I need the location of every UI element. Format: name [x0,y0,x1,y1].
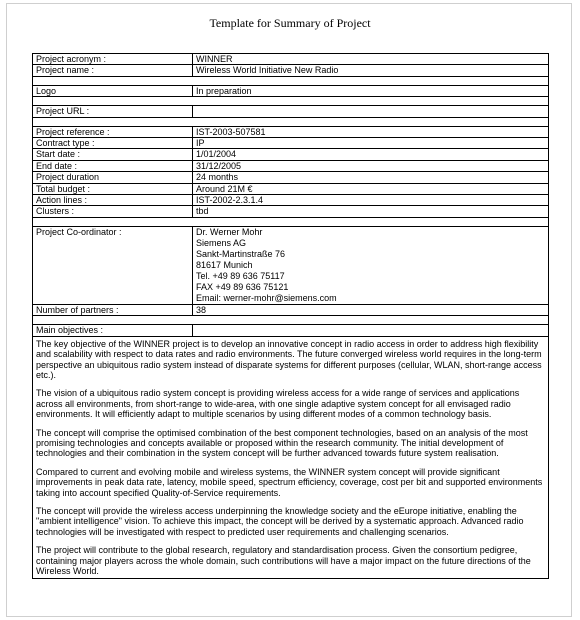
contract-type-label: Contract type : [33,138,193,149]
logo-value: In preparation [193,85,549,96]
coordinator-city: 81617 Munich [196,259,253,270]
objectives-paragraph: Compared to current and evolving mobile and wireless systems, the WINNER system concept will provide significant improvements in peak data rate, latency, mobile speed, spectrum efficiency, coverage, cost per bit and supported environments taking into account specified Quality-of-Service requirements. [36,466,543,498]
objectives-paragraph: The project will contribute to the global research, regulatory and standardisation process. Given the consortium pedigree, containing major players across the whole domain, such contributions will have a major impact on the future directions of the Wireless World. [36,545,531,576]
row-start-date [33,149,549,160]
row-action-lines [33,195,549,206]
start-date-value: 1/01/2004 [193,149,549,160]
objectives-paragraph: The vision of a ubiquitous radio system concept is providing wireless access for a wide range of services and applications across all environments, from short-range to wide-area, with one single adaptive system concept for all envisaged radio environments. It will efficiently adapt to multiple scenarios by using different modes of a common technology basis. [36,388,520,420]
row-url [33,106,549,117]
objectives-empty-cell [193,325,549,336]
spacer-row [33,117,549,126]
spacer-row [33,97,549,106]
spacer-row [33,217,549,226]
coordinator-phone: Tel. +49 89 636 75117 [196,270,285,281]
row-clusters [33,206,549,217]
end-date-value: 31/12/2005 [193,160,549,171]
row-objectives [33,325,549,336]
objectives-paragraph: The key objective of the WINNER project is to develop an innovative concept in radio access in order to address high flexibility and scalability with respect to data rates and radio environments. The future converged wireless world requires in the long-term perspective an ubiquitous radio system instead of disparate systems for different purposes (cellular, WLAN, short-range access etc.). [36,338,542,380]
row-logo [33,85,549,96]
partners-value: 38 [193,304,549,315]
acronym-value: WINNER [193,54,549,65]
row-partners [33,304,549,315]
objectives-paragraph: The concept will provide the wireless access underpinning the knowledge society and the eEurope initiative, enabling the "ambient intelligence" vision. To achieve this impact, the concept will be derived by a systematic approach. Advanced radio technologies will be investigated with respect to predicted user requirements and challenging scenarios. [36,505,524,537]
objectives-label: Main objectives : [33,325,193,336]
reference-label: Project reference : [33,126,193,137]
row-end-date [33,160,549,171]
row-acronym [33,54,549,65]
duration-value: 24 months [193,172,549,183]
row-objectives-text [33,336,549,579]
duration-label: Project duration [33,172,193,183]
row-budget [33,183,549,194]
end-date-label: End date : [33,160,193,171]
spacer-row [33,316,549,325]
acronym-label: Project acronym : [33,54,193,65]
partners-label: Number of partners : [33,304,193,315]
action-lines-value: IST-2002-2.3.1.4 [193,195,549,206]
name-value: Wireless World Initiative New Radio [193,65,549,76]
row-duration [33,172,549,183]
action-lines-label: Action lines : [33,195,193,206]
reference-value: IST-2003-507581 [193,126,549,137]
coordinator-company: Siemens AG [196,237,247,248]
coordinator-label: Project Co-ordinator : [33,226,193,304]
coordinator-details [193,226,549,304]
coordinator-street: Sankt-Martinstraße 76 [196,248,286,259]
name-label: Project name : [33,65,193,76]
row-name [33,65,549,76]
clusters-label: Clusters : [33,206,193,217]
document-title: Template for Summary of Project [209,16,371,30]
contract-type-value: IP [193,138,549,149]
start-date-label: Start date : [33,149,193,160]
budget-label: Total budget : [33,183,193,194]
coordinator-email: Email: werner-mohr@siemens.com [196,292,337,303]
row-contract-type [33,138,549,149]
url-label: Project URL : [33,106,193,117]
coordinator-fax: FAX +49 89 636 75121 [196,281,289,292]
coordinator-name: Dr. Werner Mohr [196,226,263,237]
project-summary-table [32,53,549,579]
spacer-row [33,76,549,85]
clusters-value: tbd [193,206,549,217]
objectives-paragraph: The concept will comprise the optimised combination of the best component technologies, based on an analysis of the most promising technologies and concepts available or proposed within the research community. The initial development of technologies and their combination in the system concept will be further advanced towards future system realisation. [36,427,528,459]
objectives-text [33,336,549,579]
logo-label: Logo [33,85,193,96]
row-reference [33,126,549,137]
row-coordinator [33,226,549,304]
url-value [193,106,549,117]
budget-value: Around 21M € [193,183,549,194]
